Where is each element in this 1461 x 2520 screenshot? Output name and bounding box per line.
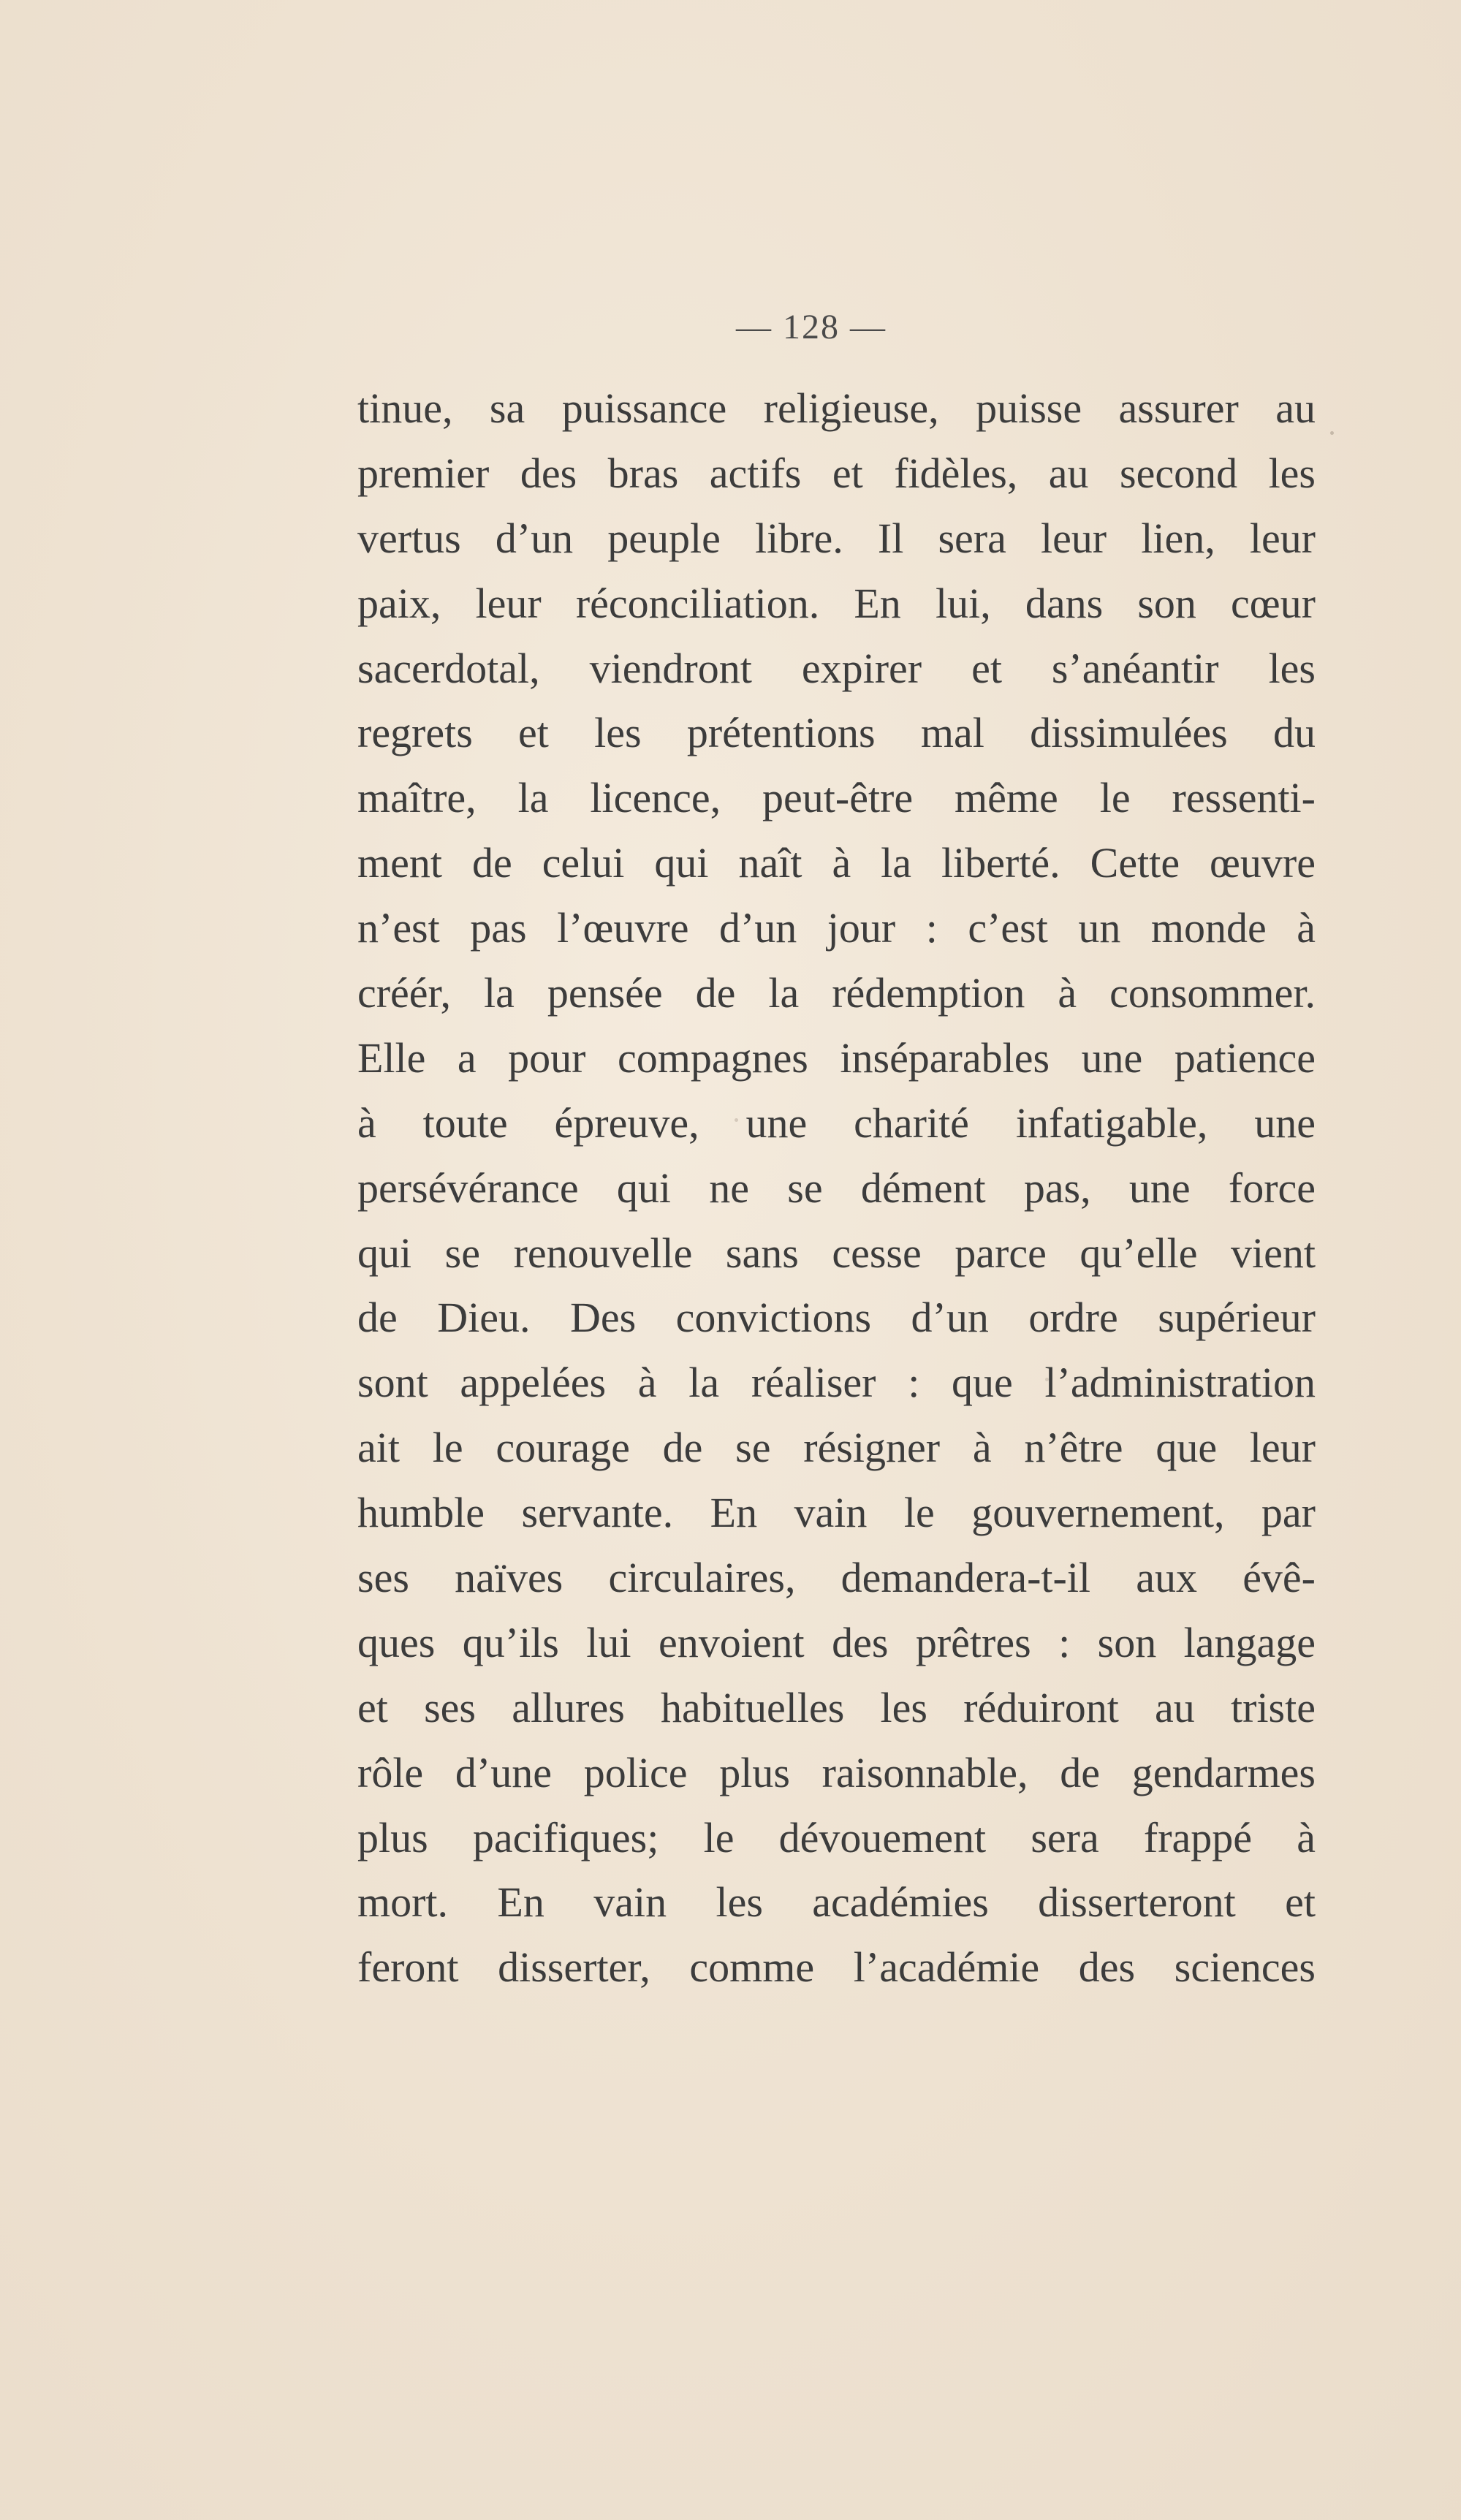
text-line: plus pacifiques; le dévouement sera frappé à — [357, 1813, 1316, 1861]
text-line: rôle d’une police plus raisonnable, de gendarmes — [357, 1748, 1316, 1796]
text-line: créér, la pensée de la rédemption à consommer. — [357, 969, 1316, 1017]
text-line: de Dieu. Des convictions d’un ordre supérieur — [357, 1294, 1316, 1342]
text-line: à toute épreuve, une charité infatigable, une — [357, 1098, 1316, 1147]
text-line: qui se renouvelle sans cesse parce qu’elle vient — [357, 1229, 1316, 1277]
text-line: paix, leur réconciliation. En lui, dans son cœur — [357, 579, 1316, 627]
text-line: regrets et les prétentions mal dissimulées du — [357, 709, 1316, 757]
text-line: sont appelées à la réaliser : que l’administration — [357, 1359, 1316, 1407]
text-line: ques qu’ils lui envoient des prêtres : son langage — [357, 1618, 1316, 1666]
text-line: sacerdotal, viendront expirer et s’anéantir les — [357, 644, 1316, 692]
text-line: vertus d’un peuple libre. Il sera leur lien, leur — [357, 514, 1316, 562]
text-line: mort. En vain les académies disserteront et — [357, 1878, 1316, 1927]
text-line: persévérance qui ne se dément pas, une force — [357, 1164, 1316, 1212]
body-text — [357, 376, 1316, 2000]
text-line: premier des bras actifs et fidèles, au second les — [357, 449, 1316, 497]
paper-speck — [1330, 431, 1334, 435]
text-line: n’est pas l’œuvre d’un jour : c’est un monde à — [357, 904, 1316, 952]
text-line: et ses allures habituelles les réduiront au triste — [357, 1683, 1316, 1731]
text-line: Elle a pour compagnes inséparables une patience — [357, 1033, 1316, 1082]
text-line: ment de celui qui naît à la liberté. Cette œuvre — [357, 839, 1316, 887]
text-line: maître, la licence, peut-être même le ressenti- — [357, 774, 1316, 822]
text-line: ses naïves circulaires, demandera-t-il aux évê- — [357, 1554, 1316, 1602]
text-line: ait le courage de se résigner à n’être que leur — [357, 1424, 1316, 1472]
text-line: humble servante. En vain le gouvernement, par — [357, 1489, 1316, 1537]
text-line: feront disserter, comme l’académie des sciences — [357, 1943, 1316, 1992]
page-number: — 128 — — [736, 308, 887, 346]
text-line: tinue, sa puissance religieuse, puisse assurer au — [357, 384, 1316, 432]
